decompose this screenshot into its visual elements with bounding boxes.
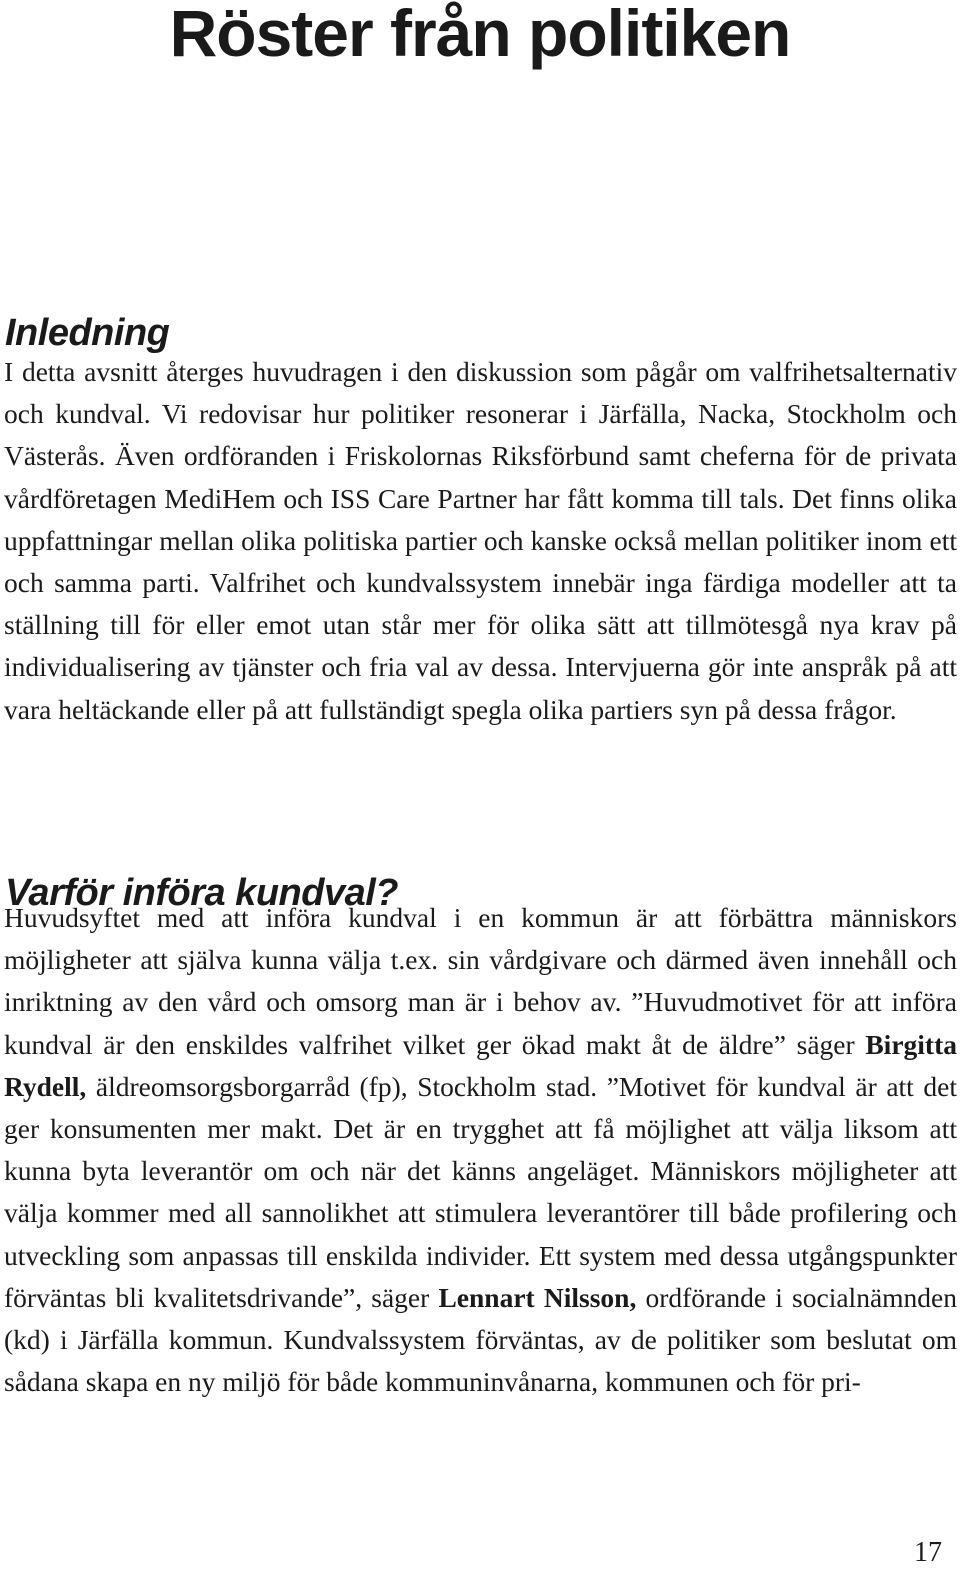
paragraph-text: Huvudsyftet med att införa kundval i en kommun är att förbättra människors möjligheter att själva kunna välja t.ex. sin vårdgivare och därmed även innehåll och inriktning av den vård och omsorg man är i behov av. ”Huvudmotivet för att införa kundval är den enskildes valfrihet vilket ger ökad makt åt de äldre” säger — [4, 902, 957, 1060]
paragraph-text: äldreomsorgsborgarråd (fp), Stockholm stad. ”Motivet för kundval är att det ger konsumenten mer makt. Det är en trygghet att få möjlighet att välja liksom att kunna byta leverantör om och när det känns angeläget. Människors möjligheter att välja kommer med all sannolikhet att stimulera leverantörer till både profilering och utveckling som anpassas till enskilda individer. Ett system med dessa utgångspunkter förväntas bli kvalitetsdrivande”, säger — [4, 1070, 957, 1313]
paragraph-text: ordförande i socialnämnden (kd) i Järfälla kommun. Kundvalssystem förväntas, av de politiker som beslutat om sådana skapa en ny miljö för både kommuninvånarna, kommunen och för pri- — [4, 1281, 958, 1398]
section-heading-inledning: Inledning — [5, 312, 170, 354]
intro-paragraph: I detta avsnitt återges huvudragen i den diskussion som pågår om valfrihetsalternativ och kundval. Vi redovisar hur politiker resonerar i Järfälla, Nacka, Stockholm och Västerås. Även ordföranden i Friskolornas Riksförbund samt cheferna för de privata vårdföretagen MediHem och ISS Care Partner har fått komma till tals. Det finns olika uppfattningar mellan olika politiska partier och kanske också mellan politiker inom ett och samma parti. Valfrihet och kundvalssystem innebär inga färdiga modeller att ta ställning till för eller emot utan står mer för olika sätt att tillmötesgå nya krav på individualisering av tjänster och fria val av dessa. Intervjuerna gör inte anspråk på att vara heltäckande eller på att fullständigt spegla olika partiers syn på dessa frågor. — [4, 356, 957, 725]
page-number: 17 — [914, 1537, 942, 1568]
person-name-lennart-nilsson: Lennart Nilsson, — [438, 1281, 637, 1313]
section-heading-varfor-kundval: Varför införa kundval? — [5, 872, 398, 914]
person-name-birgitta-rydell: Birgitta Rydell, — [4, 1028, 957, 1102]
kundval-paragraph — [4, 897, 957, 1403]
page-title: Röster från politiken — [169, 0, 791, 70]
